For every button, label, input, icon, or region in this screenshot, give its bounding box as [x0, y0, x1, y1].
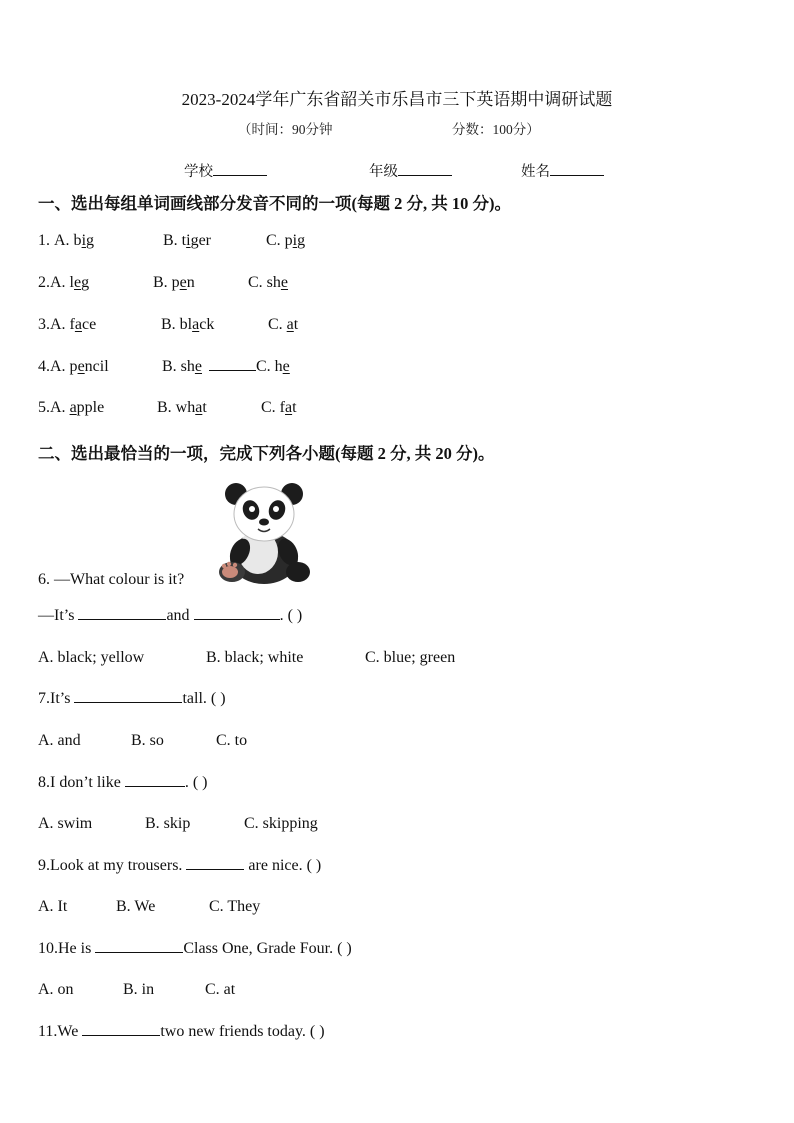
- option-a[interactable]: A. swim: [38, 815, 93, 832]
- page-title: 2023-2024学年广东省韶关市乐昌市三下英语期中调研试题: [181, 90, 613, 109]
- option-a: A. apple: [50, 399, 105, 416]
- answer-blank[interactable]: [95, 940, 183, 953]
- panda-nose: [259, 519, 269, 526]
- question-1: [38, 232, 305, 250]
- underline-blank: [209, 358, 256, 371]
- question-number: 4.: [38, 358, 50, 375]
- question-10-options: [38, 981, 235, 999]
- option-a: A. face: [50, 316, 97, 333]
- option-a[interactable]: A. on: [38, 981, 74, 998]
- name-blank[interactable]: [550, 163, 604, 176]
- option-b: B. pen: [153, 274, 195, 291]
- option-c[interactable]: C. They: [209, 898, 261, 915]
- question-8-options: [38, 815, 318, 833]
- option-b: B. tiger: [163, 232, 212, 249]
- question-8-stem: 8.I don’t like . ( ): [38, 774, 208, 791]
- option-a: A. leg: [50, 274, 90, 291]
- question-10-stem: 10.He is Class One, Grade Four. ( ): [38, 940, 352, 957]
- question-7-options: [38, 732, 247, 750]
- option-a[interactable]: A. and: [38, 732, 81, 749]
- option-b[interactable]: B. skip: [145, 815, 191, 832]
- question-number: 1.: [38, 232, 54, 249]
- answer-blank[interactable]: [125, 774, 185, 787]
- question-3: [38, 316, 298, 334]
- option-c: C. he: [256, 358, 290, 375]
- option-b: B. black: [161, 316, 215, 333]
- name-field: [521, 160, 604, 181]
- school-field: [184, 160, 267, 181]
- option-a[interactable]: A. It: [38, 898, 68, 915]
- option-a: A. big: [54, 232, 95, 249]
- panda-head: [234, 487, 294, 541]
- question-number: 3.: [38, 316, 50, 333]
- school-blank[interactable]: [213, 163, 267, 176]
- question-4: [38, 358, 290, 376]
- option-c[interactable]: C. blue; green: [365, 649, 456, 666]
- option-a: A. pencil: [50, 358, 109, 375]
- section2-heading: 二、选出最恰当的一项，完成下列各小题(每题 2 分, 共 20 分)。: [38, 444, 495, 463]
- option-c: C. at: [268, 316, 299, 333]
- option-b: B. she: [162, 358, 203, 375]
- grade-field: [369, 160, 452, 181]
- grade-label: 年级: [369, 164, 398, 180]
- question-5: [38, 399, 297, 417]
- question-7-stem: 7.It’s tall. ( ): [38, 690, 226, 707]
- option-b[interactable]: B. so: [131, 732, 164, 749]
- question-6-options: [38, 649, 455, 667]
- option-c: C. fat: [261, 399, 297, 416]
- grade-blank[interactable]: [398, 163, 452, 176]
- answer-blank[interactable]: [186, 857, 244, 870]
- option-a[interactable]: A. black; yellow: [38, 649, 145, 666]
- option-c: C. she: [248, 274, 289, 291]
- question-9-stem: 9.Look at my trousers. are nice. ( ): [38, 857, 322, 874]
- section1-heading: 一、选出每组单词画线部分发音不同的一项(每题 2 分, 共 10 分)。: [38, 194, 511, 213]
- question-6-line: —It’s and . ( ): [38, 607, 303, 624]
- school-label: 学校: [184, 164, 213, 180]
- answer-blank[interactable]: [82, 1023, 160, 1036]
- answer-blank[interactable]: [194, 607, 280, 620]
- question-number: 5.: [38, 399, 50, 416]
- question-9-options: [38, 898, 260, 916]
- question-6-stem: 6. —What colour is it?: [38, 571, 185, 588]
- panda-image: [214, 474, 312, 586]
- question-11-stem: 11.We two new friends today. ( ): [38, 1023, 325, 1040]
- option-c[interactable]: C. at: [205, 981, 236, 998]
- option-b[interactable]: B. in: [123, 981, 155, 998]
- option-b[interactable]: B. We: [116, 898, 156, 915]
- name-label: 姓名: [521, 164, 550, 180]
- option-c[interactable]: C. skipping: [244, 815, 318, 832]
- question-number: 2.: [38, 274, 50, 291]
- panda-foot-right: [286, 562, 310, 582]
- exam-time: （时间：90分钟: [238, 122, 333, 137]
- option-c[interactable]: C. to: [216, 732, 248, 749]
- option-b: B. what: [157, 399, 207, 416]
- answer-blank[interactable]: [78, 607, 166, 620]
- option-c: C. pig: [266, 232, 306, 249]
- option-b[interactable]: B. black; white: [206, 649, 304, 666]
- answer-blank[interactable]: [74, 690, 182, 703]
- question-2: [38, 274, 288, 292]
- exam-score: 分数：100分）: [452, 122, 540, 137]
